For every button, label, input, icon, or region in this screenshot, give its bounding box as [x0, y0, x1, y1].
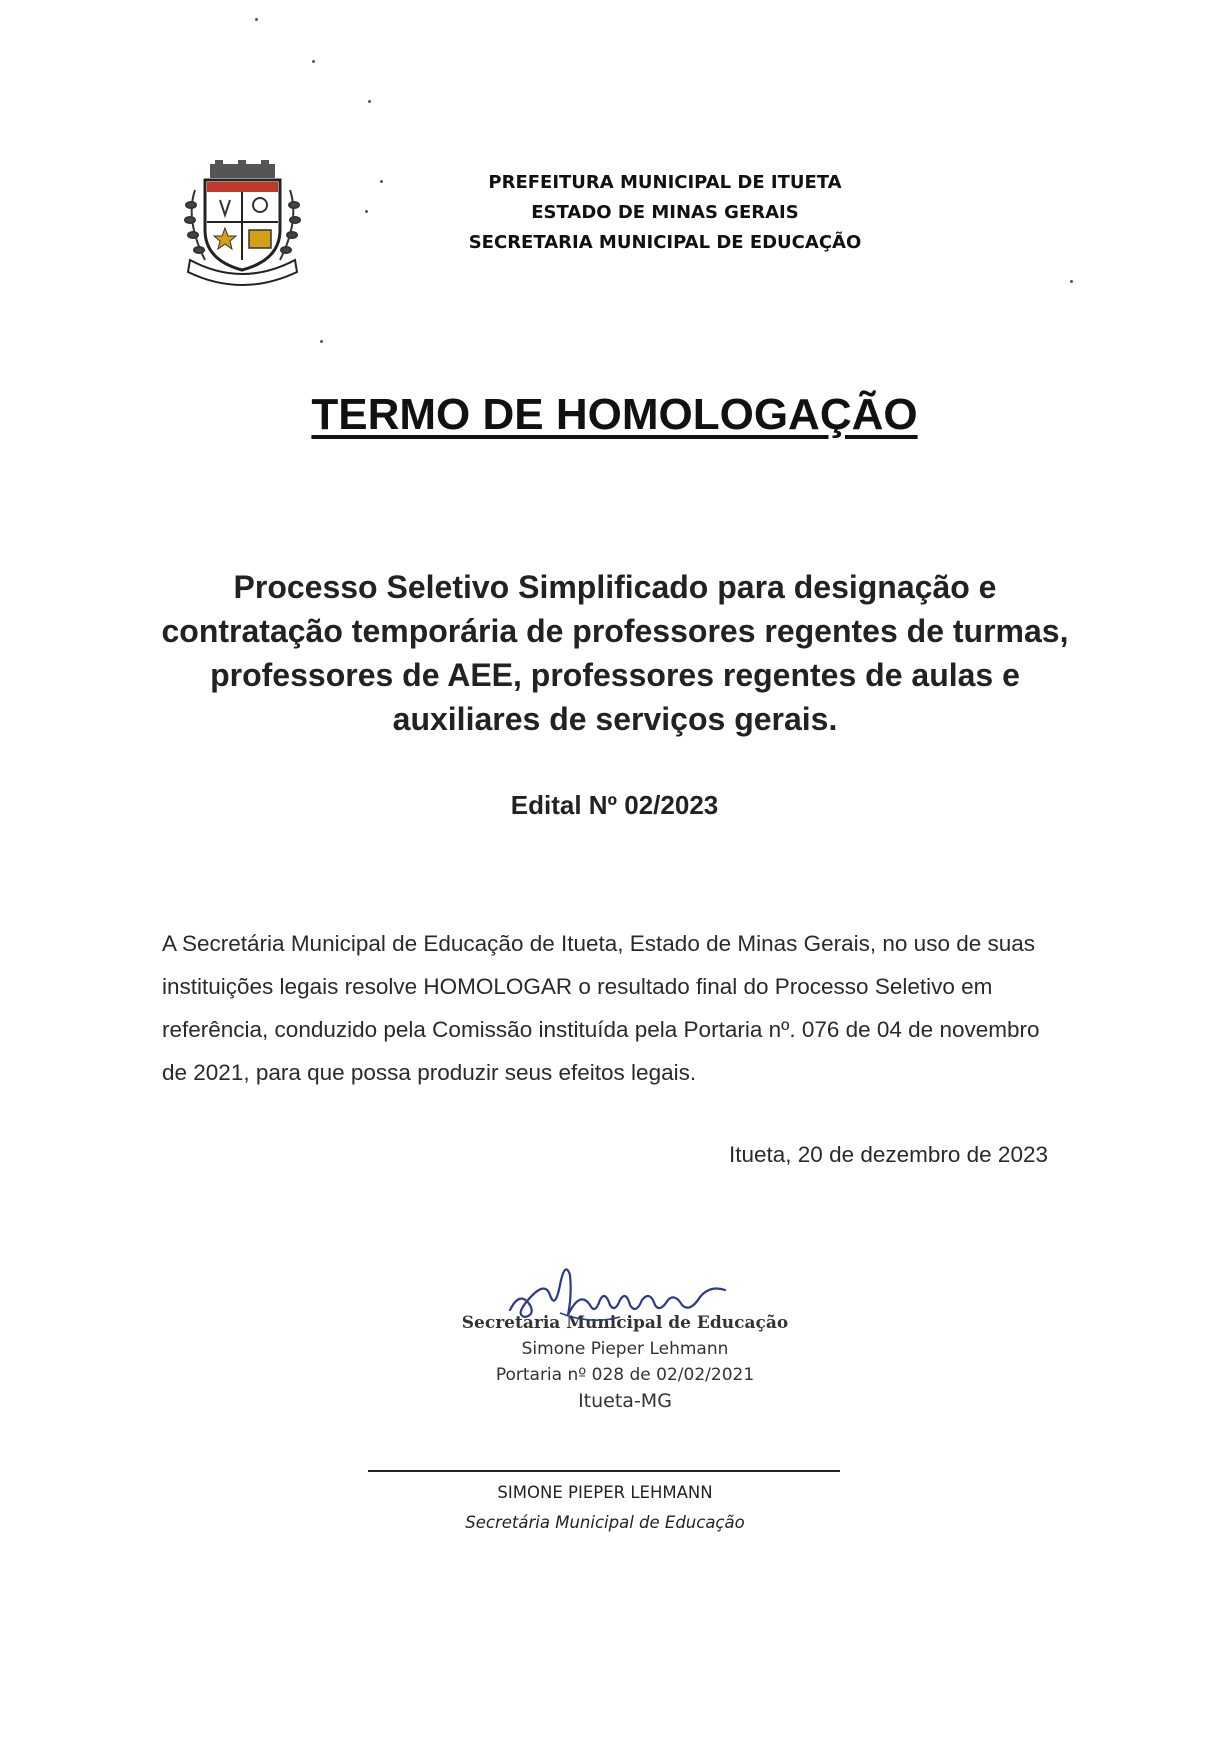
scan-speck [380, 180, 383, 183]
scan-speck [1070, 280, 1073, 283]
scan-speck [368, 100, 371, 103]
scan-speck [255, 18, 258, 21]
municipal-crest-icon [175, 160, 310, 290]
signature-line [368, 1470, 840, 1472]
letterhead-line-state: ESTADO DE MINAS GERAIS [531, 202, 799, 223]
stamp-name: Simone Pieper Lehmann [521, 1339, 729, 1359]
document-subject: Processo Seletivo Simplificado para designação e contratação temporária de professores regentes de turmas, professores de AEE, professores regentes de aulas e auxiliares de serviços gerais. [161, 569, 1069, 737]
scan-speck [365, 210, 368, 213]
letterhead-line-municipality: PREFEITURA MUNICIPAL DE ITUETA [488, 172, 842, 193]
letterhead [380, 168, 950, 258]
scan-speck [320, 340, 323, 343]
stamp-portaria: Portaria nº 028 de 02/02/2021 [495, 1365, 755, 1385]
edital-number: Edital Nº 02/2023 [510, 790, 719, 820]
scan-speck [312, 60, 315, 63]
document-title [0, 390, 1229, 440]
stamp-city: Itueta-MG [578, 1390, 672, 1412]
stamp-title: Secretária Municipal de Educação [461, 1313, 789, 1333]
signer-name: SIMONE PIEPER LEHMANN [497, 1483, 713, 1502]
body-paragraph: A Secretária Municipal de Educação de Itueta, Estado de Minas Gerais, no uso de suas instituições legais resolve HOMOLOGAR o resultado final do Processo Seletivo em referência, conduzido pela Comissão instituída pela Portaria nº. 076 de 04 de novembro de 2021, para que possa produzir seus efeitos legais. [162, 931, 1040, 1085]
letterhead-line-department: SECRETARIA MUNICIPAL DE EDUCAÇÃO [468, 232, 862, 253]
date-line: Itueta, 20 de dezembro de 2023 [729, 1142, 1048, 1167]
handwritten-signature-icon [500, 1255, 740, 1340]
signer-block [330, 1478, 880, 1538]
document-title-text: TERMO DE HOMOLOGAÇÃO [311, 390, 918, 439]
signer-role: Secretária Municipal de Educação [465, 1513, 745, 1532]
